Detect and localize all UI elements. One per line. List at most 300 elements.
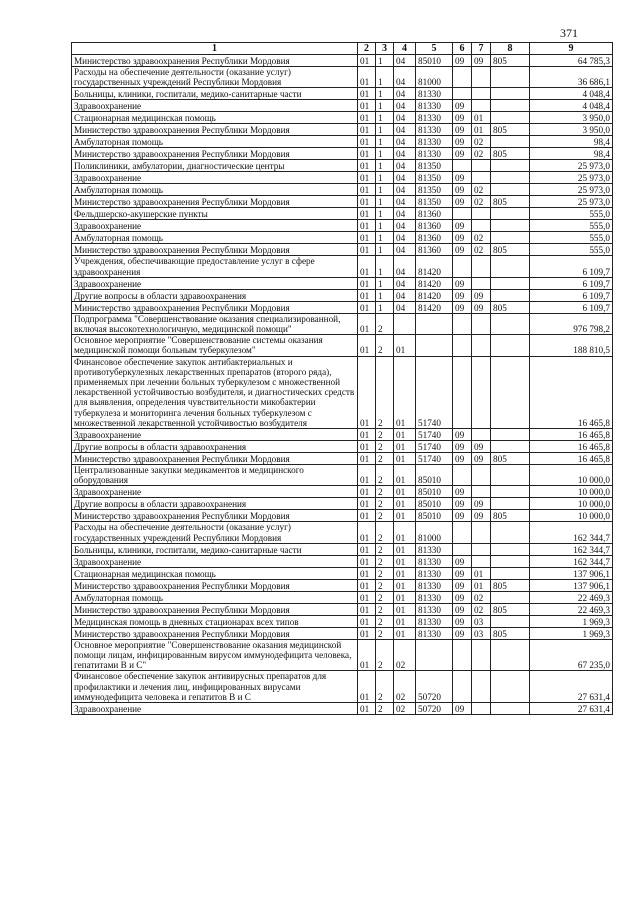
row-code: 01 — [394, 555, 416, 567]
row-code: 09 — [453, 453, 472, 465]
row-code: 09 — [453, 244, 472, 256]
row-code: 01 — [358, 232, 376, 244]
row-code — [472, 208, 491, 220]
row-code: 02 — [394, 671, 416, 703]
row-code: 01 — [472, 567, 491, 579]
row-code: 09 — [453, 196, 472, 208]
row-code: 09 — [472, 453, 491, 465]
row-code: 805 — [491, 510, 530, 522]
row-amount: 10 000,0 — [530, 486, 613, 498]
table-row — [72, 543, 613, 555]
row-amount: 16 465,8 — [530, 453, 613, 465]
row-code: 1 — [376, 55, 394, 67]
row-code: 01 — [394, 465, 416, 486]
row-amount: 36 686,1 — [530, 67, 613, 88]
row-code: 805 — [491, 244, 530, 256]
table-row — [72, 148, 613, 160]
row-code — [472, 671, 491, 703]
col-header: 2 — [358, 43, 376, 55]
row-code: 02 — [472, 184, 491, 196]
row-code: 1 — [376, 301, 394, 313]
row-code: 01 — [358, 579, 376, 591]
row-code: 81420 — [416, 277, 453, 289]
row-code: 01 — [358, 196, 376, 208]
table-row — [72, 510, 613, 522]
row-code: 1 — [376, 196, 394, 208]
row-code — [453, 67, 472, 88]
table-row — [72, 579, 613, 591]
row-label: Основное мероприятие "Совершенствование системы оказания медицинской помощи больным туберкулезом" — [72, 335, 358, 356]
row-code: 01 — [358, 555, 376, 567]
row-code: 09 — [453, 567, 472, 579]
row-code: 2 — [376, 498, 394, 510]
row-code: 01 — [394, 579, 416, 591]
row-code: 2 — [376, 639, 394, 671]
row-label: Основное мероприятие "Совершенствование оказания медицинской помощи лицам, инфицированным вирусом иммунодефицита человека, гепатитами В и С" — [72, 639, 358, 671]
col-header: 9 — [530, 43, 613, 55]
row-code — [491, 256, 530, 277]
table-row — [72, 220, 613, 232]
row-code: 805 — [491, 627, 530, 639]
row-code — [472, 522, 491, 543]
header-row — [72, 43, 613, 55]
row-code: 04 — [394, 88, 416, 100]
row-code: 09 — [472, 301, 491, 313]
row-code: 01 — [358, 313, 376, 334]
table-row — [72, 256, 613, 277]
row-amount: 16 465,8 — [530, 429, 613, 441]
row-code: 01 — [394, 615, 416, 627]
row-code: 04 — [394, 277, 416, 289]
row-code: 81350 — [416, 196, 453, 208]
row-code: 1 — [376, 136, 394, 148]
table-row — [72, 703, 613, 715]
row-code: 01 — [358, 543, 376, 555]
row-code: 09 — [453, 100, 472, 112]
row-label: Стационарная медицинская помощь — [72, 112, 358, 124]
row-code — [453, 671, 472, 703]
row-code: 09 — [453, 703, 472, 715]
row-amount: 3 950,0 — [530, 124, 613, 136]
table-row — [72, 453, 613, 465]
row-code: 81330 — [416, 148, 453, 160]
row-code: 51740 — [416, 453, 453, 465]
row-code: 01 — [358, 124, 376, 136]
row-code: 04 — [394, 196, 416, 208]
row-label: Расходы на обеспечение деятельности (оказание услуг) государственных учреждений Республики Мордовия — [72, 522, 358, 543]
row-code: 01 — [394, 429, 416, 441]
row-code: 04 — [394, 184, 416, 196]
row-amount: 22 469,3 — [530, 603, 613, 615]
col-header: 8 — [491, 43, 530, 55]
row-code: 09 — [453, 498, 472, 510]
row-code: 01 — [358, 510, 376, 522]
row-amount: 162 344,7 — [530, 543, 613, 555]
table-row — [72, 232, 613, 244]
row-code: 03 — [472, 615, 491, 627]
row-code: 1 — [376, 172, 394, 184]
row-code: 81330 — [416, 112, 453, 124]
row-amount: 10 000,0 — [530, 510, 613, 522]
row-label: Подпрограмма "Совершенствование оказания специализированной, включая высокотехнологичную, медицинской помощи" — [72, 313, 358, 334]
row-label: Министерство здравоохранения Республики Мордовия — [72, 244, 358, 256]
row-code: 2 — [376, 335, 394, 356]
row-code — [491, 671, 530, 703]
row-code: 81360 — [416, 244, 453, 256]
table-row — [72, 555, 613, 567]
row-code — [453, 543, 472, 555]
row-amount: 555,0 — [530, 232, 613, 244]
row-code: 1 — [376, 244, 394, 256]
row-code — [491, 289, 530, 301]
row-code: 81000 — [416, 67, 453, 88]
table-row — [72, 67, 613, 88]
table-row — [72, 277, 613, 289]
row-code — [472, 67, 491, 88]
row-code: 50720 — [416, 671, 453, 703]
row-code: 805 — [491, 55, 530, 67]
row-code: 01 — [358, 627, 376, 639]
row-label: Министерство здравоохранения Республики Мордовия — [72, 124, 358, 136]
row-code: 09 — [453, 441, 472, 453]
row-code — [472, 543, 491, 555]
row-code: 1 — [376, 277, 394, 289]
row-code: 1 — [376, 67, 394, 88]
row-amount: 98,4 — [530, 136, 613, 148]
row-amount: 25 973,0 — [530, 172, 613, 184]
row-code — [491, 88, 530, 100]
table-row — [72, 196, 613, 208]
row-code: 81350 — [416, 172, 453, 184]
row-code: 85010 — [416, 465, 453, 486]
row-label: Поликлиники, амбулатории, диагностические центры — [72, 160, 358, 172]
row-code: 04 — [394, 136, 416, 148]
table-row — [72, 55, 613, 67]
table-row — [72, 498, 613, 510]
row-amount: 22 469,3 — [530, 591, 613, 603]
row-code: 09 — [453, 591, 472, 603]
table-row — [72, 88, 613, 100]
row-code: 01 — [358, 88, 376, 100]
row-code: 02 — [472, 196, 491, 208]
row-code — [491, 486, 530, 498]
row-code: 09 — [453, 220, 472, 232]
row-code: 01 — [358, 591, 376, 603]
row-code: 1 — [376, 256, 394, 277]
row-label: Министерство здравоохранения Республики Мордовия — [72, 627, 358, 639]
row-amount: 67 235,0 — [530, 639, 613, 671]
row-amount: 188 810,5 — [530, 335, 613, 356]
row-code — [416, 335, 453, 356]
table-row — [72, 100, 613, 112]
row-amount: 555,0 — [530, 208, 613, 220]
row-code — [472, 220, 491, 232]
row-amount: 4 048,4 — [530, 88, 613, 100]
row-code: 81420 — [416, 289, 453, 301]
table-row — [72, 208, 613, 220]
row-code: 01 — [394, 522, 416, 543]
row-code: 01 — [394, 591, 416, 603]
row-code: 01 — [394, 627, 416, 639]
row-code: 805 — [491, 301, 530, 313]
row-label: Больницы, клиники, госпитали, медико-санитарные части — [72, 88, 358, 100]
row-code: 02 — [472, 136, 491, 148]
row-code: 81420 — [416, 256, 453, 277]
row-code: 04 — [394, 55, 416, 67]
row-code: 2 — [376, 486, 394, 498]
row-code — [491, 567, 530, 579]
row-code — [453, 335, 472, 356]
row-code: 01 — [358, 498, 376, 510]
row-code: 01 — [358, 160, 376, 172]
row-code — [491, 184, 530, 196]
table-row — [72, 313, 613, 334]
row-code: 02 — [394, 639, 416, 671]
row-code: 04 — [394, 160, 416, 172]
row-label: Стационарная медицинская помощь — [72, 567, 358, 579]
row-code: 2 — [376, 465, 394, 486]
row-code: 85010 — [416, 510, 453, 522]
page-number: 371 — [560, 26, 578, 40]
table-row — [72, 465, 613, 486]
row-amount: 6 109,7 — [530, 301, 613, 313]
row-code: 09 — [453, 55, 472, 67]
row-code: 04 — [394, 208, 416, 220]
row-label: Амбулаторная помощь — [72, 184, 358, 196]
row-code: 01 — [358, 256, 376, 277]
table-row — [72, 335, 613, 356]
row-code: 01 — [358, 522, 376, 543]
row-amount: 10 000,0 — [530, 465, 613, 486]
row-code — [472, 555, 491, 567]
row-code: 01 — [358, 172, 376, 184]
row-code: 04 — [394, 124, 416, 136]
row-code: 2 — [376, 591, 394, 603]
row-code: 01 — [472, 112, 491, 124]
row-label: Министерство здравоохранения Республики Мордовия — [72, 579, 358, 591]
row-code — [453, 465, 472, 486]
row-label: Здравоохранение — [72, 277, 358, 289]
row-code: 2 — [376, 579, 394, 591]
row-code: 81330 — [416, 555, 453, 567]
row-code — [472, 100, 491, 112]
row-code: 1 — [376, 100, 394, 112]
row-code: 01 — [394, 441, 416, 453]
row-label: Учреждения, обеспечивающие предоставление услуг в сфере здравоохранения — [72, 256, 358, 277]
row-code: 03 — [472, 627, 491, 639]
row-code: 2 — [376, 522, 394, 543]
row-code: 09 — [453, 277, 472, 289]
row-code — [394, 313, 416, 334]
budget-table — [71, 42, 613, 715]
row-amount: 162 344,7 — [530, 555, 613, 567]
row-amount: 1 969,3 — [530, 615, 613, 627]
row-code: 51740 — [416, 356, 453, 428]
row-code: 01 — [472, 124, 491, 136]
row-code: 04 — [394, 172, 416, 184]
row-label: Амбулаторная помощь — [72, 591, 358, 603]
row-code: 1 — [376, 220, 394, 232]
row-label: Министерство здравоохранения Республики Мордовия — [72, 603, 358, 615]
row-label: Медицинская помощь в дневных стационарах всех типов — [72, 615, 358, 627]
table-row — [72, 136, 613, 148]
row-code — [472, 313, 491, 334]
table-row — [72, 356, 613, 428]
table-row — [72, 603, 613, 615]
row-code — [472, 172, 491, 184]
table-row — [72, 615, 613, 627]
row-code — [491, 335, 530, 356]
row-code: 81330 — [416, 579, 453, 591]
row-label: Здравоохранение — [72, 555, 358, 567]
table-row — [72, 124, 613, 136]
row-code — [472, 429, 491, 441]
row-code: 09 — [453, 172, 472, 184]
row-code — [453, 208, 472, 220]
row-code: 09 — [453, 486, 472, 498]
row-code — [491, 220, 530, 232]
row-label: Здравоохранение — [72, 429, 358, 441]
row-code: 09 — [453, 184, 472, 196]
row-code: 2 — [376, 603, 394, 615]
row-code: 2 — [376, 567, 394, 579]
row-code — [472, 639, 491, 671]
table-row — [72, 522, 613, 543]
col-header: 5 — [416, 43, 453, 55]
row-code: 81330 — [416, 100, 453, 112]
table-row — [72, 486, 613, 498]
row-amount: 16 465,8 — [530, 356, 613, 428]
table-row — [72, 429, 613, 441]
row-amount: 6 109,7 — [530, 256, 613, 277]
row-code: 02 — [394, 703, 416, 715]
row-amount: 16 465,8 — [530, 441, 613, 453]
row-code: 01 — [358, 486, 376, 498]
row-code: 01 — [394, 567, 416, 579]
row-code: 81330 — [416, 567, 453, 579]
row-code: 01 — [394, 335, 416, 356]
row-code: 2 — [376, 671, 394, 703]
row-code: 81330 — [416, 603, 453, 615]
row-amount: 162 344,7 — [530, 522, 613, 543]
table-row — [72, 441, 613, 453]
row-code: 09 — [453, 603, 472, 615]
col-header: 6 — [453, 43, 472, 55]
row-code: 04 — [394, 301, 416, 313]
row-label: Централизованные закупки медикаментов и медицинского оборудования — [72, 465, 358, 486]
col-header: 4 — [394, 43, 416, 55]
row-code: 01 — [394, 498, 416, 510]
row-code: 09 — [453, 232, 472, 244]
row-code: 09 — [472, 289, 491, 301]
row-label: Финансовое обеспечение закупок антивирусных препаратов для профилактики и лечения лиц, инфицированных вирусами иммунодефицита человека и гепатитов В и С — [72, 671, 358, 703]
row-code: 1 — [376, 184, 394, 196]
row-amount: 98,4 — [530, 148, 613, 160]
row-code: 2 — [376, 356, 394, 428]
col-header: 3 — [376, 43, 394, 55]
row-code — [453, 160, 472, 172]
row-code — [491, 639, 530, 671]
row-code: 81330 — [416, 88, 453, 100]
row-code — [491, 543, 530, 555]
row-code: 81330 — [416, 136, 453, 148]
row-code — [491, 498, 530, 510]
row-code: 2 — [376, 313, 394, 334]
row-code: 51740 — [416, 429, 453, 441]
row-label: Здравоохранение — [72, 172, 358, 184]
row-code: 50720 — [416, 703, 453, 715]
table-row — [72, 289, 613, 301]
row-label: Министерство здравоохранения Республики Мордовия — [72, 196, 358, 208]
row-code — [472, 486, 491, 498]
row-amount: 10 000,0 — [530, 498, 613, 510]
row-code: 1 — [376, 124, 394, 136]
row-code: 01 — [358, 67, 376, 88]
row-code: 01 — [358, 55, 376, 67]
row-amount: 3 950,0 — [530, 112, 613, 124]
row-code — [491, 232, 530, 244]
row-amount: 1 969,3 — [530, 627, 613, 639]
row-code: 04 — [394, 244, 416, 256]
row-code: 04 — [394, 148, 416, 160]
row-code: 81330 — [416, 591, 453, 603]
row-code: 01 — [358, 453, 376, 465]
row-code: 09 — [472, 498, 491, 510]
row-code: 09 — [453, 429, 472, 441]
row-code: 04 — [394, 100, 416, 112]
row-code: 1 — [376, 148, 394, 160]
row-amount: 555,0 — [530, 244, 613, 256]
row-code — [491, 208, 530, 220]
row-label: Другие вопросы в области здравоохранения — [72, 289, 358, 301]
row-code: 01 — [358, 639, 376, 671]
row-code: 09 — [453, 148, 472, 160]
row-code: 02 — [472, 148, 491, 160]
row-code — [472, 256, 491, 277]
row-label: Финансовое обеспечение закупок антибактериальных и противотуберкулезных лекарственных препаратов (второго ряда), применяемых при лечении больных туберкулезом с множественной лекарственной устойчивостью возбудителя, и диагностических средств для выявления, определения чувствительности микобактерии туберкулеза и мониторинга лечения больных туберкулезом с множественной лекарственной устойчивостью возбудителя — [72, 356, 358, 428]
table-row — [72, 112, 613, 124]
row-label: Здравоохранение — [72, 100, 358, 112]
row-code: 01 — [358, 112, 376, 124]
row-code: 01 — [358, 220, 376, 232]
row-code — [491, 100, 530, 112]
row-amount: 137 906,1 — [530, 567, 613, 579]
row-label: Амбулаторная помощь — [72, 136, 358, 148]
row-code: 2 — [376, 429, 394, 441]
row-amount: 555,0 — [530, 220, 613, 232]
row-code — [491, 465, 530, 486]
table-row — [72, 244, 613, 256]
row-code: 81330 — [416, 627, 453, 639]
row-code: 1 — [376, 88, 394, 100]
row-code — [453, 88, 472, 100]
row-code: 81360 — [416, 220, 453, 232]
row-label: Фельдшерско-акушерские пункты — [72, 208, 358, 220]
row-code — [491, 555, 530, 567]
row-code: 805 — [491, 196, 530, 208]
row-amount: 137 906,1 — [530, 579, 613, 591]
row-code: 01 — [358, 335, 376, 356]
row-code — [472, 356, 491, 428]
table-row — [72, 639, 613, 671]
row-code: 01 — [358, 148, 376, 160]
row-code: 04 — [394, 220, 416, 232]
row-code: 1 — [376, 232, 394, 244]
row-code: 02 — [472, 232, 491, 244]
row-code: 02 — [472, 591, 491, 603]
table-row — [72, 591, 613, 603]
row-label: Министерство здравоохранения Республики Мордовия — [72, 301, 358, 313]
